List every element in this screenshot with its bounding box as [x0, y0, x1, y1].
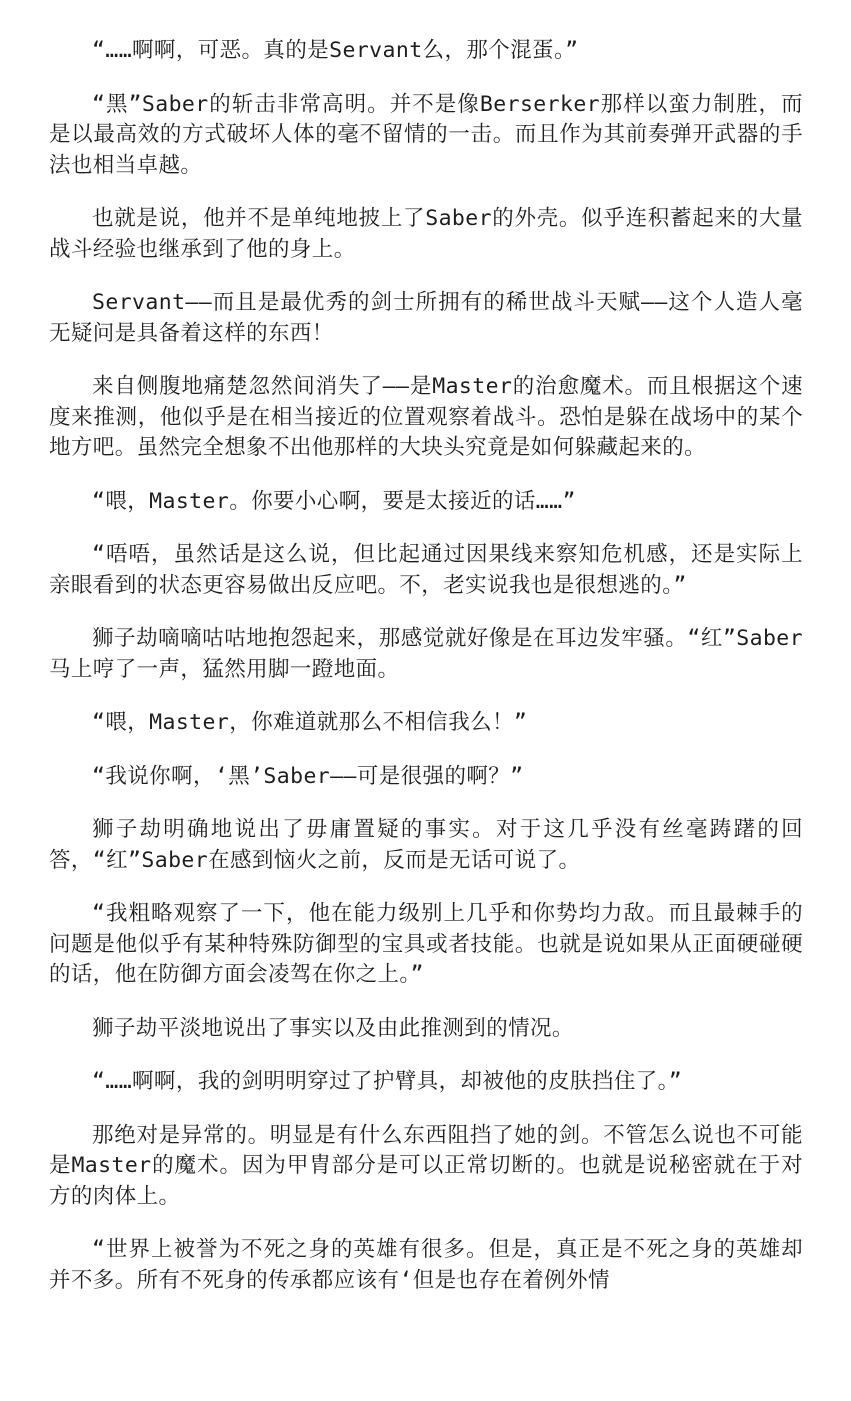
paragraph-10: “我说你啊，‘黑’Saber——可是很强的啊？”	[92, 763, 524, 789]
paragraph-6: “喂，Master。你要小心啊，要是太接近的话……”	[92, 488, 576, 514]
paragraph-16: “世界上被誉为不死之身的英雄有很多。但是，真正是不死之身的英雄却并不多。所有不死身的传承都应该有‘但是也存在着例外情	[49, 1237, 803, 1293]
paragraph-14: “……啊啊，我的剑明明穿过了护臂具，却被他的皮肤挡住了。”	[92, 1069, 683, 1094]
paragraph-4: Servant——而且是最优秀的剑士所拥有的稀世战斗天赋——这个人造人毫无疑问是具备着这样的东西！	[49, 290, 803, 346]
paragraph-8: 狮子劫嘀嘀咕咕地抱怨起来，那感觉就好像是在耳边发牢骚。“红”Saber马上哼了一声，猛然用脚一蹬地面。	[49, 626, 803, 682]
paragraph-5: 来自侧腹地痛楚忽然间消失了——是Master的治愈魔术。而且根据这个速度来推测，他似乎是在相当接近的位置观察着战斗。恐怕是躲在战场中的某个地方吧。虽然完全想象不出他那样的大块头究竟是如何躲藏起来的。	[49, 374, 803, 460]
paragraph-13: 狮子劫平淡地说出了事实以及由此推测到的情况。	[92, 1015, 574, 1041]
paragraph-9: “喂，Master，你难道就那么不相信我么！”	[92, 710, 528, 735]
paragraph-1: “……啊啊，可恶。真的是Servant么，那个混蛋。”	[92, 38, 579, 63]
paragraph-12: “我粗略观察了一下，他在能力级别上几乎和你势均力敌。而且最棘手的问题是他似乎有某种特殊防御型的宝具或者技能。也就是说如果从正面硬碰硬的话，他在防御方面会凌驾在你之上。”	[49, 901, 803, 987]
paragraph-15: 那绝对是异常的。明显是有什么东西阻挡了她的剑。不管怎么说也不可能是Master的魔术。因为甲胄部分是可以正常切断的。也就是说秘密就在于对方的肉体上。	[49, 1122, 803, 1209]
paragraph-3: 也就是说，他并不是单纯地披上了Saber的外壳。似乎连积蓄起来的大量战斗经验也继承到了他的身上。	[49, 206, 803, 262]
paragraph-2: “黑”Saber的斩击非常高明。并不是像Berserker那样以蛮力制胜，而是以最高效的方式破坏人体的毫不留情的一击。而且作为其前奏弹开武器的手法也相当卓越。	[49, 91, 803, 178]
paragraph-7: “唔唔，虽然话是这么说，但比起通过因果线来察知危机感，还是实际上亲眼看到的状态更容易做出反应吧。不，老实说我也是很想逃的。”	[49, 542, 803, 598]
paragraph-11: 狮子劫明确地说出了毋庸置疑的事实。对于这几乎没有丝毫踌躇的回答，“红”Saber在感到恼火之前，反而是无话可说了。	[49, 817, 803, 873]
